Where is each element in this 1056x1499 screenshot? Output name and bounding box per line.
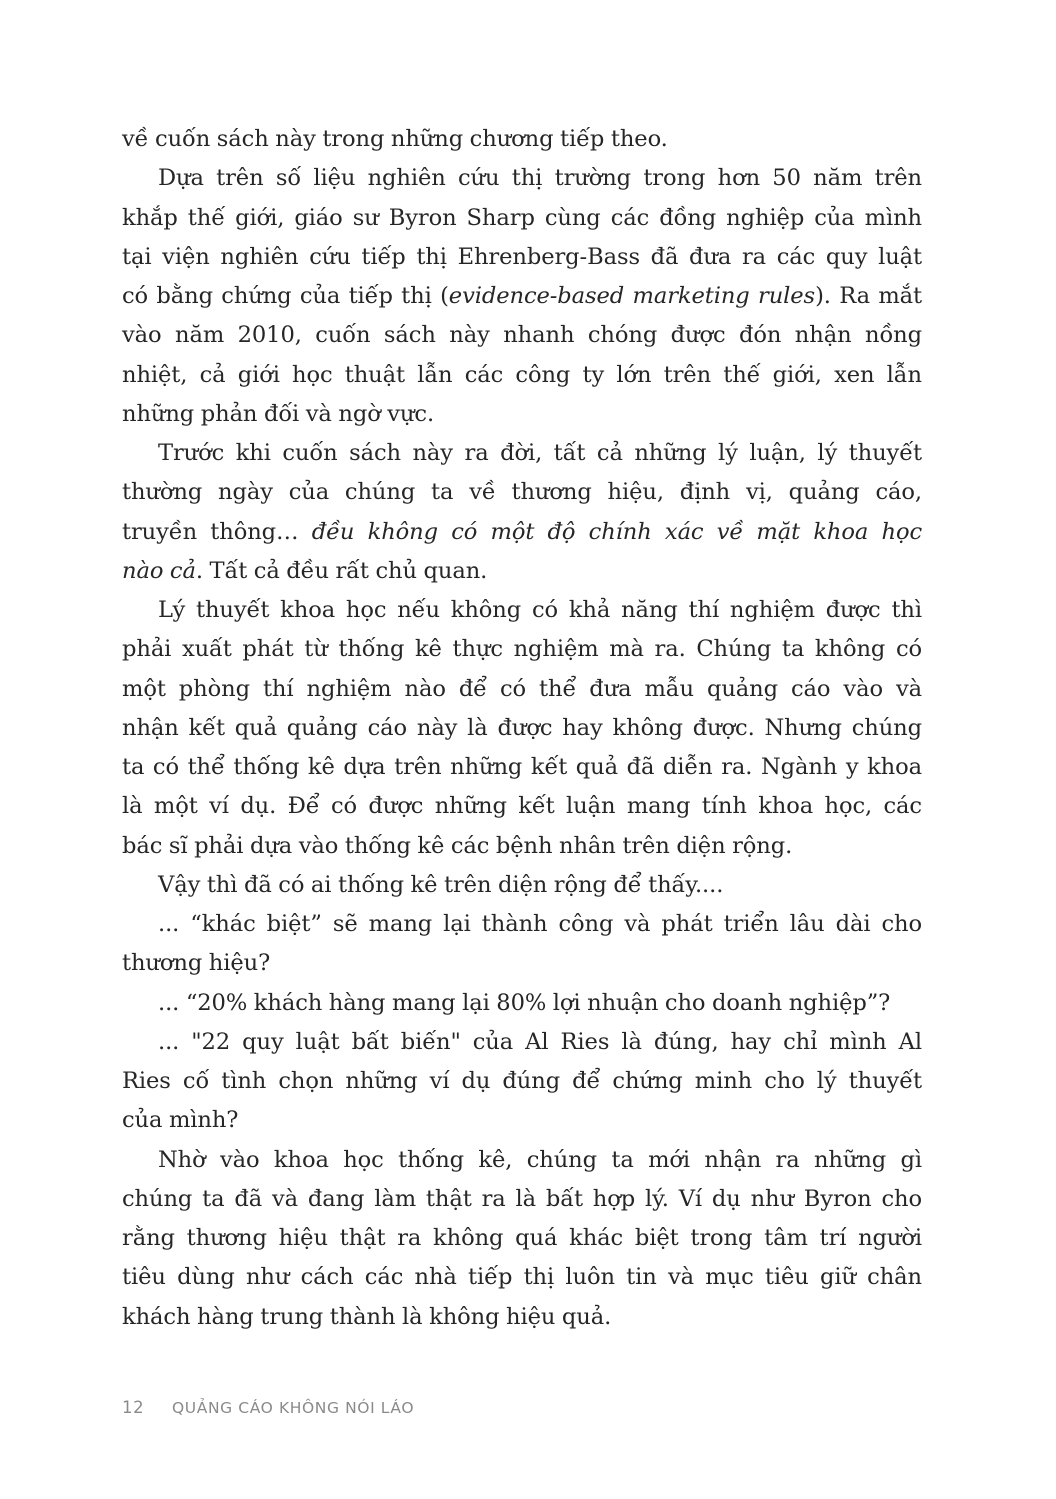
text-segment: thương hiệu? [122, 950, 271, 977]
text-segment: phải xuất phát từ thống kê thực nghiệm mà ra. Chúng ta không có [122, 636, 922, 663]
text-line [122, 1101, 922, 1140]
text-segment: bác sĩ phải dựa vào thống kê các bệnh nhân trên diện rộng. [122, 832, 793, 859]
text-line [122, 277, 922, 316]
text-line [122, 1298, 922, 1337]
text-segment: một phòng thí nghiệm nào để có thể đưa mẫu quảng cáo vào và [122, 675, 922, 702]
text-line [122, 787, 922, 826]
text-segment: khắp thế giới, giáo sư Byron Sharp cùng các đồng nghiệp của mình [122, 204, 922, 231]
text-line [122, 513, 922, 552]
text-segment: ). Ra mắt [815, 283, 922, 309]
text-segment: . Tất cả đều rất chủ quan. [195, 557, 488, 584]
text-line [122, 1219, 922, 1258]
text-segment: Trước khi cuốn sách này ra đời, tất cả những lý luận, lý thuyết [158, 440, 922, 466]
text-line [122, 1062, 922, 1101]
text-segment: về cuốn sách này trong những chương tiếp theo. [122, 126, 668, 152]
text-segment: ... "22 quy luật bất biến" của Al Ries là đúng, hay chỉ mình Al [158, 1028, 922, 1055]
text-line [122, 630, 922, 669]
text-line [122, 905, 922, 944]
text-line [122, 238, 922, 277]
text-segment: Lý thuyết khoa học nếu không có khả năng thí nghiệm được thì [158, 597, 922, 623]
text-line [122, 1141, 922, 1180]
text-line [122, 709, 922, 748]
text-segment: ... “khác biệt” sẽ mang lại thành công và phát triển lâu dài cho [158, 911, 922, 937]
text-segment: nhiệt, cả giới học thuật lẫn các công ty lớn trên thế giới, xen lẫn [122, 361, 922, 388]
text-line [122, 748, 922, 787]
text-line [122, 120, 922, 159]
text-segment: tiêu dùng như cách các nhà tiếp thị luôn tin và mục tiêu giữ chân [122, 1264, 922, 1291]
text-segment: tại viện nghiên cứu tiếp thị Ehrenberg-Bass đã đưa ra các quy luật [122, 243, 922, 270]
italic-text: đều không có một độ chính xác về mặt khoa học [311, 518, 922, 545]
text-segment: vào năm 2010, cuốn sách này nhanh chóng được đón nhận nồng [122, 322, 922, 349]
text-line [122, 434, 922, 473]
page-footer [122, 1398, 414, 1417]
text-line [122, 944, 922, 983]
text-segment: thường ngày của chúng ta về thương hiệu, định vị, quảng cáo, [122, 479, 922, 506]
text-line [122, 473, 922, 512]
text-line [122, 199, 922, 238]
text-segment: là một ví dụ. Để có được những kết luận mang tính khoa học, các [122, 793, 922, 820]
text-line [122, 552, 922, 591]
text-segment: Ries cố tình chọn những ví dụ đúng để chứng minh cho lý thuyết [122, 1068, 922, 1094]
text-segment: ta có thể thống kê dựa trên những kết quả đã diễn ra. Ngành y khoa [122, 754, 922, 780]
text-segment: Vậy thì đã có ai thống kê trên diện rộng để thấy.... [158, 871, 724, 898]
running-title: QUẢNG CÁO KHÔNG NÓI LÁO [172, 1399, 415, 1417]
text-segment: nhận kết quả quảng cáo này là được hay không được. Nhưng chúng [122, 714, 922, 741]
text-segment: ... “20% khách hàng mang lại 80% lợi nhuận cho doanh nghiệp”? [158, 989, 891, 1016]
text-line [122, 1180, 922, 1219]
text-line [122, 1258, 922, 1297]
text-line [122, 1023, 922, 1062]
text-line [122, 395, 922, 434]
text-line [122, 591, 922, 630]
text-line [122, 670, 922, 709]
text-segment: truyền thông… [122, 518, 312, 545]
italic-text: nào cả [122, 557, 196, 584]
italic-text: evidence-based marketing rules [448, 283, 816, 309]
text-segment: Nhờ vào khoa học thống kê, chúng ta mới nhận ra những gì [158, 1146, 922, 1173]
text-line [122, 159, 922, 198]
text-segment: khách hàng trung thành là không hiệu quả. [122, 1303, 612, 1330]
text-line [122, 866, 922, 905]
text-line [122, 356, 922, 395]
text-line [122, 827, 922, 866]
text-line [122, 316, 922, 355]
body-text [122, 120, 922, 1337]
text-segment: rằng thương hiệu thật ra không quá khác biệt trong tâm trí người [122, 1225, 922, 1251]
text-segment: Dựa trên số liệu nghiên cứu thị trường trong hơn 50 năm trên [158, 165, 922, 192]
text-segment: những phản đối và ngờ vực. [122, 400, 435, 427]
text-segment: của mình? [122, 1107, 239, 1134]
page-number: 12 [122, 1398, 145, 1417]
text-segment: có bằng chứng của tiếp thị ( [122, 283, 449, 309]
text-segment: chúng ta đã và đang làm thật ra là bất hợp lý. Ví dụ như Byron cho [122, 1185, 922, 1212]
text-line [122, 984, 922, 1023]
